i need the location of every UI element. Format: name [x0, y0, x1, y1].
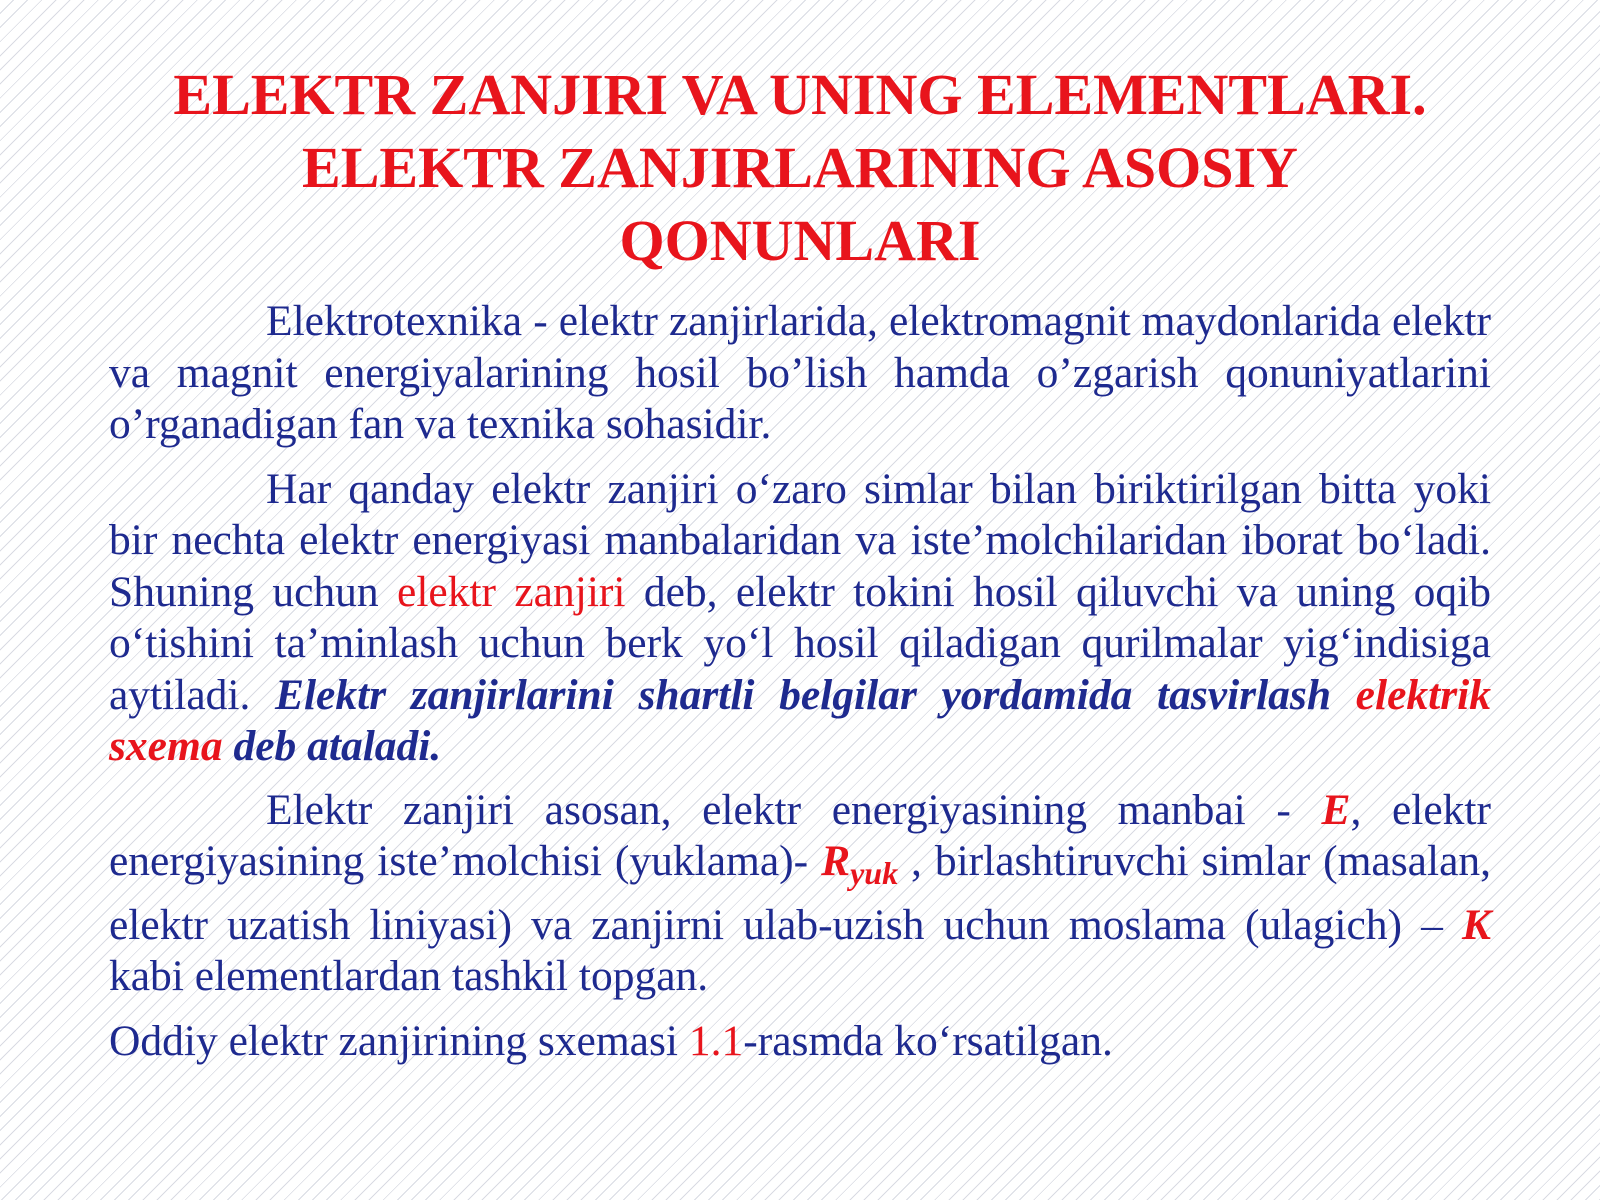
title-line-3: QONUNLARI [619, 208, 981, 273]
title-line-2: ELEKTR ZANJIRLARINING ASOSIY [302, 135, 1298, 200]
slide-body [109, 296, 1491, 1067]
figure-reference: 1.1 [688, 1016, 744, 1065]
bold-statement-text-1: Elektr zanjirlarini shartli belgilar yordamida tasvirlash [274, 670, 1356, 719]
term-electric-circuit: elektr zanjiri [397, 567, 626, 616]
symbol-r: R [821, 837, 851, 885]
bold-statement-text-2: deb ataladi. [222, 722, 442, 770]
slide-title [80, 58, 1520, 277]
term-electric-scheme: elektrik sxema [109, 670, 1491, 770]
paragraph-circuit [109, 464, 1491, 773]
paragraph-circuit-text-1: Har qanday elektr zanjiri o‘zaro simlar bilan biriktirilgan bitta yoki bir nechta elektr energiyasi manbalaridan va iste’molchilaridan iborat bo‘ladi. Shuning uchun [109, 464, 1491, 616]
symbol-e: E [1321, 785, 1351, 834]
symbol-k: K [1461, 900, 1491, 949]
paragraph-elements-text-3: , birlashtiruvchi simlar (masalan, elektr uzatish liniyasi) va zanjirni ulab-uzish uchun moslama (ulagich) – [109, 837, 1491, 949]
paragraph-elements-text-1: Elektr zanjiri asosan, elektr energiyasining manbai - [266, 785, 1322, 834]
paragraph-elements [109, 785, 1491, 1003]
symbol-r-load [821, 837, 899, 891]
symbol-r-subscript: yuk [850, 855, 899, 891]
title-line-1: ELEKTR ZANJIRI VA UNING ELEMENTLARI. [173, 62, 1427, 127]
paragraph-figure-text-1: Oddiy elektr zanjirining sxemasi [109, 1016, 689, 1065]
paragraph-circuit-text-2: deb, elektr tokini hosil qiluvchi va uning oqib o‘tishini ta’minlash uchun berk yo‘l hosil qiladigan qurilmalar yig‘indisiga aytiladi. [109, 567, 1491, 719]
bold-statement [109, 671, 1491, 771]
paragraph-figure-ref [109, 1016, 1491, 1068]
paragraph-elements-text-4: kabi elementlardan tashkil topgan. [109, 952, 709, 1000]
paragraph-elements-text-2: , elektr energiyasining iste’molchisi (yuklama)- [109, 785, 1492, 885]
paragraph-figure-text-2: -rasmda ko‘rsatilgan. [743, 1016, 1113, 1065]
paragraph-definition: Elektrotexnika - elektr zanjirlarida, elektromagnit maydonlarida elektr va magnit energiyalarining hosil bo’lish hamda o’zgarish qonuniyatlarini o’rganadigan fan va texnika sohasidir. [109, 297, 1491, 448]
